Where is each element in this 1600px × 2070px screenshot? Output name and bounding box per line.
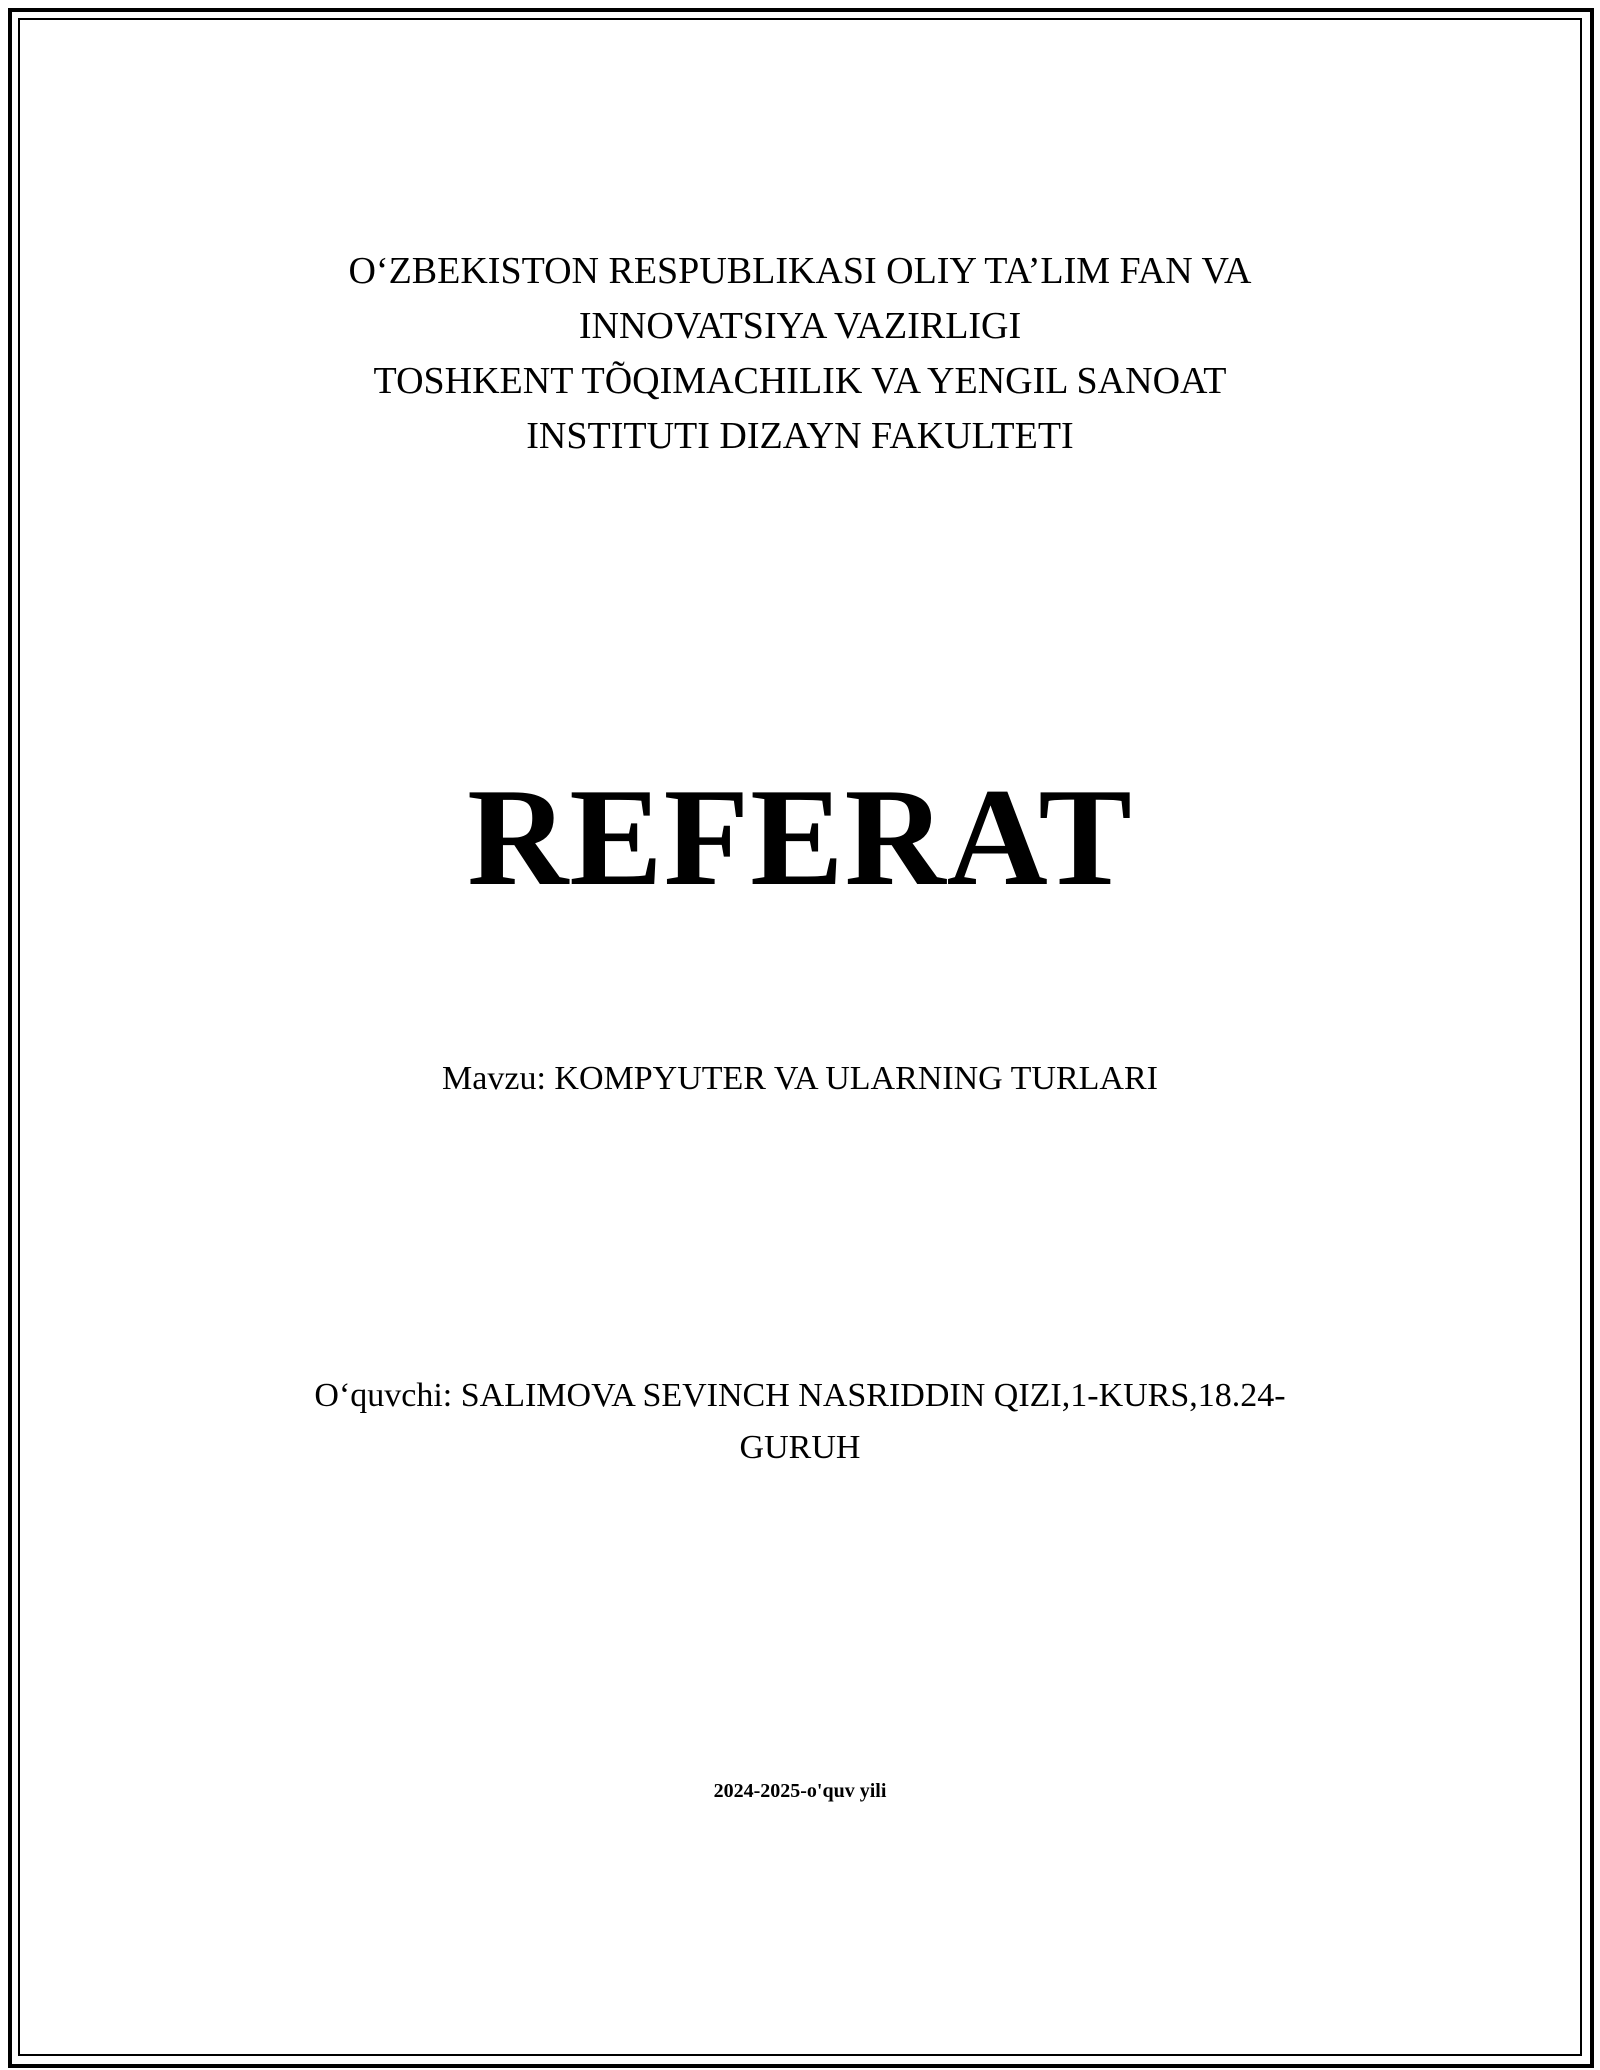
student-info [0, 1370, 1600, 1474]
document-title: REFERAT [467, 760, 1133, 915]
student-line: GURUH [739, 1429, 861, 1466]
header-line: INSTITUTI DIZAYN FAKULTETI [526, 415, 1074, 457]
header-line: O‘ZBEKISTON RESPUBLIKASI OLIY TA’LIM FAN VA [348, 250, 1252, 292]
header-line: TOSHKENT TÕQIMACHILIK VA YENGIL SANOAT [373, 360, 1227, 402]
topic-line: Mavzu: KOMPYUTER VA ULARNING TURLARI [442, 1060, 1158, 1097]
header-line: INNOVATSIYA VAZIRLIGI [578, 305, 1022, 347]
student-line: O‘quvchi: SALIMOVA SEVINCH NASRIDDIN QIZI,1-KURS,18.24- [314, 1377, 1286, 1414]
academic-year: 2024-2025-o'quv yili [713, 1780, 887, 1802]
institution-header [0, 244, 1600, 464]
